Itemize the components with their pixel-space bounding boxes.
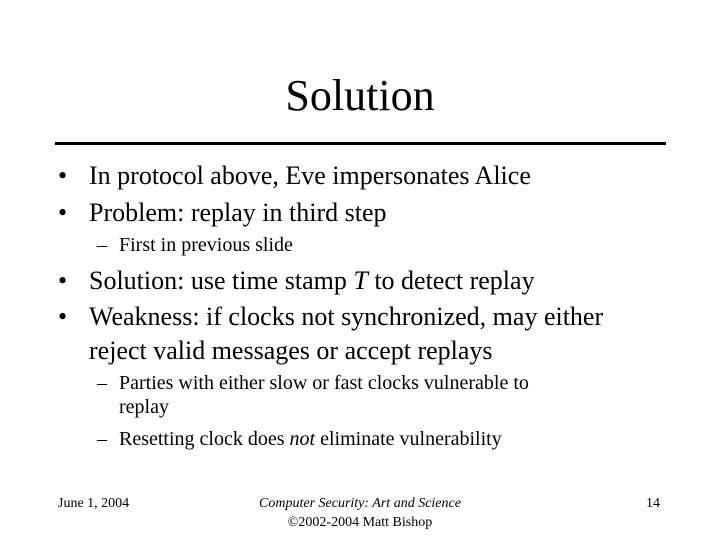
bullet-text: In protocol above, Eve impersonates Alice bbox=[89, 161, 531, 190]
emphasis-text: T bbox=[353, 266, 368, 295]
sub-bullet-text-part: Resetting clock does bbox=[119, 428, 290, 450]
bullet-text: Weakness: if clocks not synchronized, may either bbox=[89, 302, 604, 331]
sub-bullet-text-part: eliminate vulnerability bbox=[315, 428, 502, 450]
bullet-dot-icon: • bbox=[58, 266, 68, 295]
dash-icon: – bbox=[97, 428, 107, 450]
emphasis-text: not bbox=[289, 428, 316, 450]
dash-icon: – bbox=[97, 372, 107, 394]
page-number: 14 bbox=[646, 496, 660, 511]
dash-icon: – bbox=[97, 234, 107, 256]
bullet-text: reject valid messages or accept replays bbox=[89, 336, 493, 365]
footer-credit bbox=[210, 494, 510, 532]
bullet-text bbox=[89, 266, 535, 296]
bullet-dot-icon: • bbox=[58, 302, 68, 331]
title-divider bbox=[55, 142, 666, 145]
slide-title: Solution bbox=[285, 71, 435, 120]
sub-bullet-text: replay bbox=[119, 396, 169, 418]
bullet-text: Problem: replay in third step bbox=[89, 198, 387, 227]
footer-date: June 1, 2004 bbox=[58, 496, 130, 511]
bullet-text-part: to detect replay bbox=[367, 266, 535, 295]
sub-bullet-text: First in previous slide bbox=[119, 234, 293, 256]
bullet-dot-icon: • bbox=[58, 198, 68, 227]
bullet-dot-icon: • bbox=[58, 161, 68, 190]
sub-bullet-text: Parties with either slow or fast clocks vulnerable to bbox=[119, 372, 529, 394]
footer-book-title: Computer Security: Art and Science bbox=[259, 496, 461, 511]
bullet-text-part: Solution: use time stamp bbox=[89, 266, 354, 295]
sub-bullet-text bbox=[119, 428, 502, 451]
footer-copyright: ©2002-2004 Matt Bishop bbox=[287, 515, 433, 530]
